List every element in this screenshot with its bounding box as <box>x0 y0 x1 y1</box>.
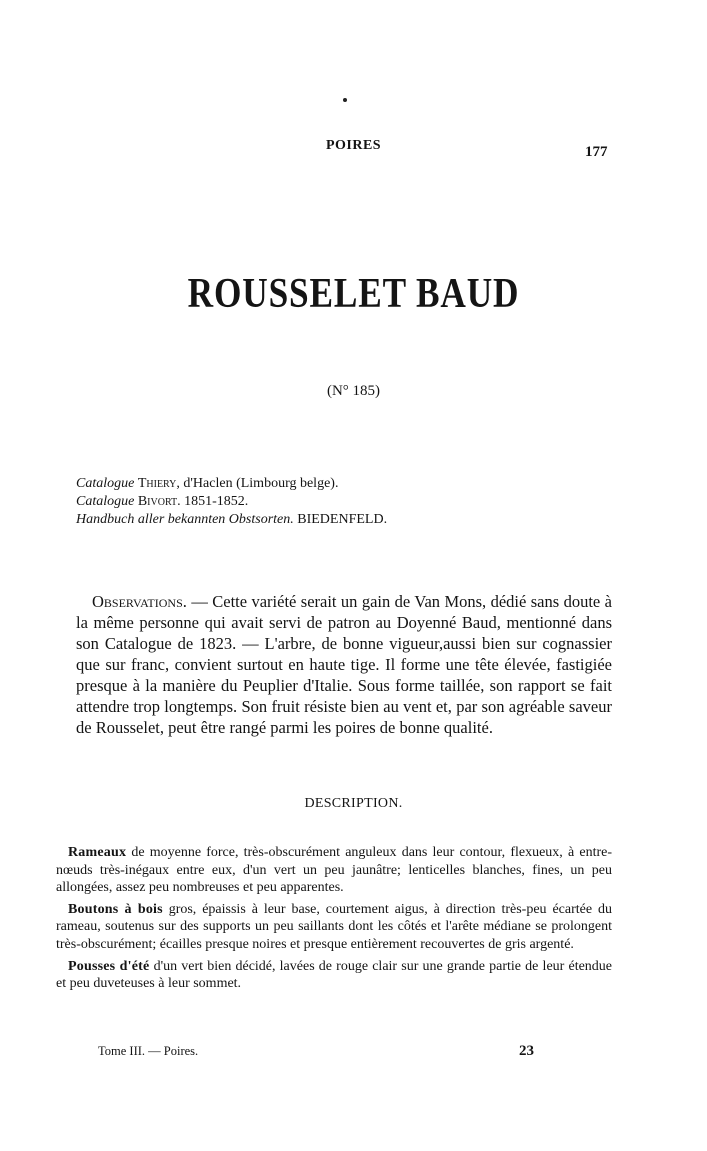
ink-speck <box>343 98 347 102</box>
reference-line: Catalogue Thiery, d'Haclen (Limbourg belge). <box>76 476 339 491</box>
references <box>76 475 387 529</box>
variety-number: (N° 185) <box>326 383 381 399</box>
description-paragraph: Rameaux de moyenne force, très-obscurément anguleux dans leur contour, flexueux, à entre-nœuds très-inégaux entre eux, d'un vert un peu jaunâtre; lenticelles blanches, fines, un peu allongées, assez peu nombreuses et peu apparentes. <box>56 845 612 896</box>
description-heading: DESCRIPTION. <box>304 796 403 811</box>
observations-section <box>76 591 612 738</box>
signature-mark: 23 <box>519 1043 534 1059</box>
page-number: 177 <box>585 144 608 160</box>
running-head: POIRES <box>325 138 382 153</box>
description-paragraph: Boutons à bois gros, épaissis à leur base, courtement aigus, à direction très-peu écartée du rameau, soutenus sur des supports un peu saillants dont les côtés et l'arête médiane se prolongent très-obscurément; écailles presque noires et presque entièrement recouvertes de gris argenté. <box>56 901 612 952</box>
page-title: ROUSSELET BAUD <box>187 271 520 317</box>
reference-line: Catalogue Bivort. 1851-1852. <box>76 494 249 509</box>
observations-label: Observations. <box>92 592 187 611</box>
observations-paragraph: Observations. — Cette variété serait un gain de Van Mons, dédié sans doute à la même personne qui avait servi de patron au Doyenné Baud, mentionné dans son Catalogue de 1823. — L'arbre, de bonne vigueur,aussi bien sur cognassier que sur franc, convient surtout en haute tige. Il forme une tête élevée, fastigiée presque à la manière du Peuplier d'Italie. Sous forme taillée, son rapport se fait attendre trop longtemps. Son fruit résiste bien au vent et, par son agréable saveur de Rousselet, peut être rangé parmi les poires de bonne qualité. <box>76 592 612 737</box>
volume-footer: Tome III. — Poires. <box>98 1044 199 1058</box>
reference-line: Handbuch aller bekannten Obstsorten. BIEDENFELD. <box>76 512 388 527</box>
description-paragraph: Pousses d'été d'un vert bien décidé, lavées de rouge clair sur une grande partie de leur étendue et peu duveteuses à leur sommet. <box>56 958 613 992</box>
description-section <box>56 844 612 997</box>
